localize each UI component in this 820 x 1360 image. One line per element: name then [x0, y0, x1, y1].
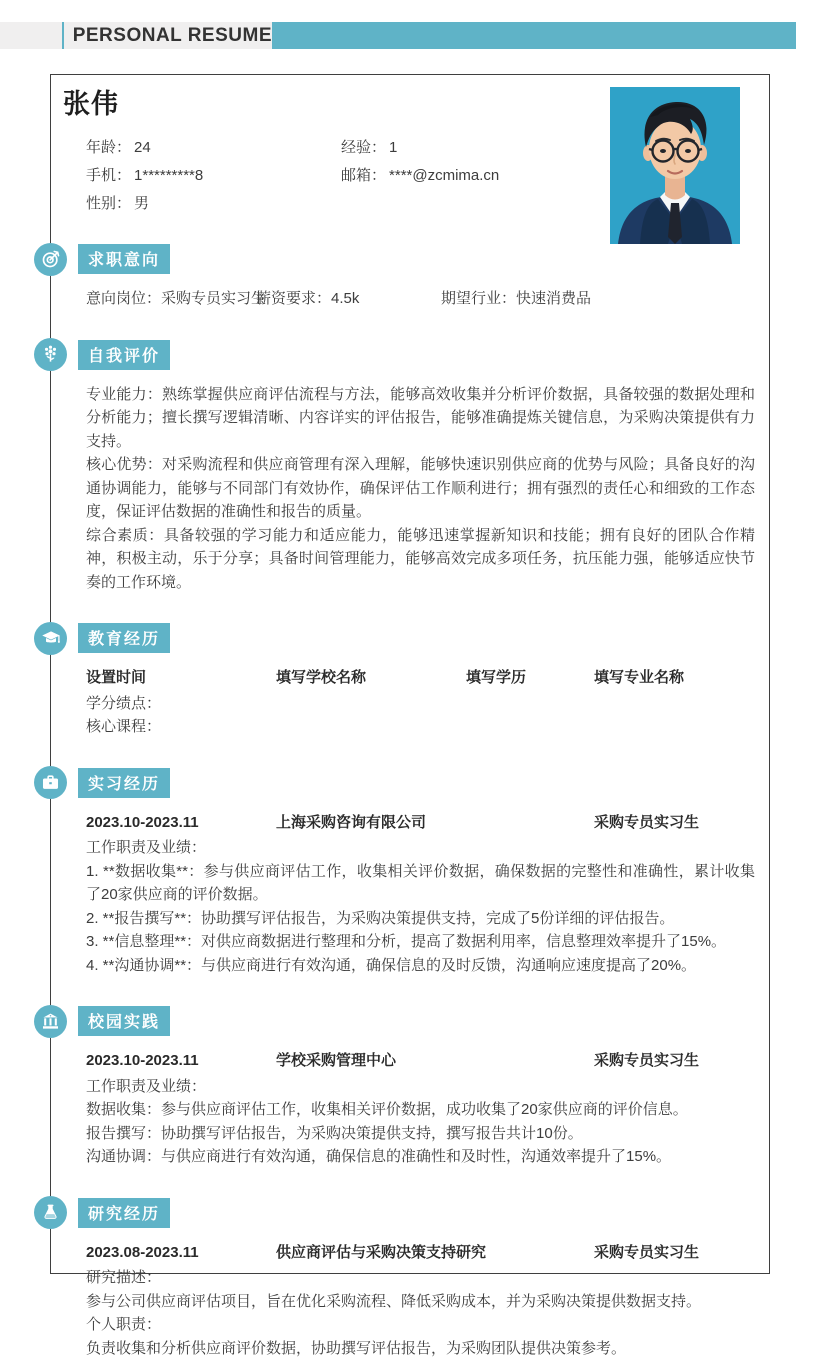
- intent-salary-value: 4.5k: [331, 290, 359, 307]
- internship-item: 1. **数据收集**：参与供应商评估工作，收集相关评价数据，确保数据的完整性和准确性，累计收集了20家供应商的评价数据。: [86, 860, 755, 907]
- self-evaluation-paragraph: 核心优势：对采购流程和供应商管理有深入理解，能够快速识别供应商的优势与风险；具备良好的沟通协调能力，能够与不同部门有效协作，确保评估工作顺利进行；拥有强烈的责任心和细致的工作态度，保证评估数据的准确性和报告的质量。: [86, 453, 755, 524]
- campus-item: 数据收集：参与供应商评估工作，收集相关评价数据，成功收集了20家供应商的评价信息。: [86, 1098, 755, 1122]
- section-content: [86, 811, 755, 978]
- section-header: [34, 1196, 757, 1230]
- field-label: 手机：: [86, 167, 131, 184]
- banner-accent-square: [62, 22, 64, 49]
- research-project: 供应商评估与采购决策支持研究: [276, 1241, 594, 1265]
- section-title: 自我评价: [78, 340, 170, 370]
- research-period: 2023.08-2023.11: [86, 1241, 276, 1265]
- field-label: 性别：: [86, 195, 131, 212]
- banner-right-spacer: [796, 22, 820, 49]
- duties-label: 工作职责及业绩：: [86, 836, 755, 860]
- profile-field-gender: [86, 193, 341, 215]
- job-intention-row: [86, 287, 755, 311]
- internship-item: 4. **沟通协调**：与供应商进行有效沟通，确保信息的及时反馈，沟通响应速度提高了20%。: [86, 954, 755, 978]
- portrait-photo: [610, 87, 740, 244]
- research-resp-text: 负责收集和分析供应商评价数据，协助撰写评估报告，为采购团队提供决策参考。: [86, 1337, 755, 1360]
- field-value: 1*********8: [134, 167, 203, 184]
- field-value: ****@zcmima.cn: [389, 167, 499, 184]
- section-internship: [63, 766, 757, 978]
- internship-item: 2. **报告撰写**：协助撰写评估报告，为采购决策提供支持，完成了5份详细的评估报告。: [86, 907, 755, 931]
- briefcase-icon: [34, 766, 67, 799]
- education-school-placeholder: 填写学校名称: [276, 666, 466, 690]
- research-resp-label: 个人职责：: [86, 1313, 755, 1337]
- section-title: 校园实践: [78, 1006, 170, 1036]
- section-campus-practice: [63, 1004, 757, 1169]
- section-content: [86, 383, 755, 595]
- section-education: [63, 621, 757, 739]
- profile-field-phone: [86, 165, 341, 187]
- research-desc-label: 研究描述：: [86, 1266, 755, 1290]
- intent-industry-value: 快速消费品: [516, 290, 591, 307]
- education-degree-placeholder: 填写学历: [466, 666, 594, 690]
- section-title: 求职意向: [78, 244, 170, 274]
- profile-block: [63, 88, 757, 215]
- campus-role: 采购专员实习生: [594, 1049, 755, 1073]
- intent-salary-label: 薪资要求：: [256, 290, 331, 307]
- campus-item: 报告撰写：协助撰写评估报告，为采购决策提供支持，撰写报告共计10份。: [86, 1122, 755, 1146]
- education-time-placeholder: 设置时间: [86, 666, 276, 690]
- school-building-icon: [34, 1005, 67, 1038]
- section-header: [34, 766, 757, 800]
- graduation-cap-icon: [34, 622, 67, 655]
- flower-icon: [34, 338, 67, 371]
- field-value: 24: [134, 139, 151, 156]
- section-header: [34, 338, 757, 372]
- intent-industry: [441, 287, 591, 311]
- campus-item: 沟通协调：与供应商进行有效沟通，确保信息的准确性和及时性，沟通效率提升了15%。: [86, 1145, 755, 1169]
- section-header: [34, 621, 757, 655]
- internship-row: [86, 811, 755, 835]
- intent-position-value: 采购专员实习生: [161, 290, 266, 307]
- section-job-intention: [63, 242, 757, 311]
- research-role: 采购专员实习生: [594, 1241, 755, 1265]
- section-title: 研究经历: [78, 1198, 170, 1228]
- field-value: 男: [134, 195, 149, 212]
- campus-period: 2023.10-2023.11: [86, 1049, 276, 1073]
- internship-period: 2023.10-2023.11: [86, 811, 276, 835]
- field-label: 经验：: [341, 139, 386, 156]
- internship-item: 3. **信息整理**：对供应商数据进行整理和分析，提高了数据利用率，信息整理效率提升了15%。: [86, 930, 755, 954]
- candidate-name: 张伟: [63, 88, 757, 120]
- flask-icon: [34, 1196, 67, 1229]
- resume-page: [50, 74, 770, 1274]
- core-courses-label: 核心课程：: [86, 715, 755, 739]
- section-content: [86, 1241, 755, 1360]
- self-evaluation-paragraph: 综合素质：具备较强的学习能力和适应能力，能够迅速掌握新知识和技能；拥有良好的团队合作精神，积极主动，乐于分享；具备时间管理能力，能够高效完成多项任务，抗压能力强，能够适应快节奏的工作环境。: [86, 524, 755, 595]
- internship-company: 上海采购咨询有限公司: [276, 811, 594, 835]
- banner-accent-bar: [272, 22, 796, 49]
- intent-salary: [256, 287, 441, 311]
- field-label: 年龄：: [86, 139, 131, 156]
- portrait-photo-image: [610, 87, 740, 244]
- section-content: [86, 1049, 755, 1169]
- section-title: 教育经历: [78, 623, 170, 653]
- campus-practice-row: [86, 1049, 755, 1073]
- banner: [0, 22, 820, 49]
- education-major-placeholder: 填写专业名称: [594, 666, 755, 690]
- profile-field-age: [86, 137, 341, 159]
- field-value: 1: [389, 139, 397, 156]
- section-research: [63, 1196, 757, 1360]
- section-content: [86, 666, 755, 739]
- research-desc-text: 参与公司供应商评估项目，旨在优化采购流程、降低采购成本，并为采购决策提供数据支持。: [86, 1290, 755, 1314]
- duties-label: 工作职责及业绩：: [86, 1075, 755, 1099]
- internship-role: 采购专员实习生: [594, 811, 755, 835]
- self-evaluation-paragraph: 专业能力：熟练掌握供应商评估流程与方法，能够高效收集并分析评价数据，具备较强的数据处理和分析能力；擅长撰写逻辑清晰、内容详实的评估报告，能够准确提炼关键信息，为采购决策提供有力支持。: [86, 383, 755, 454]
- education-row: [86, 666, 755, 690]
- target-icon: [34, 243, 67, 276]
- intent-position: [86, 287, 256, 311]
- section-header: [34, 1004, 757, 1038]
- section-content: [86, 287, 755, 311]
- research-row: [86, 1241, 755, 1265]
- intent-industry-label: 期望行业：: [441, 290, 516, 307]
- field-label: 邮箱：: [341, 167, 386, 184]
- gpa-label: 学分绩点：: [86, 692, 755, 716]
- banner-title: PERSONAL RESUME: [73, 25, 272, 47]
- intent-position-label: 意向岗位：: [86, 290, 161, 307]
- campus-company: 学校采购管理中心: [276, 1049, 594, 1073]
- section-self-evaluation: [63, 338, 757, 595]
- section-header: [34, 242, 757, 276]
- banner-left-strip: [0, 22, 272, 49]
- section-title: 实习经历: [78, 768, 170, 798]
